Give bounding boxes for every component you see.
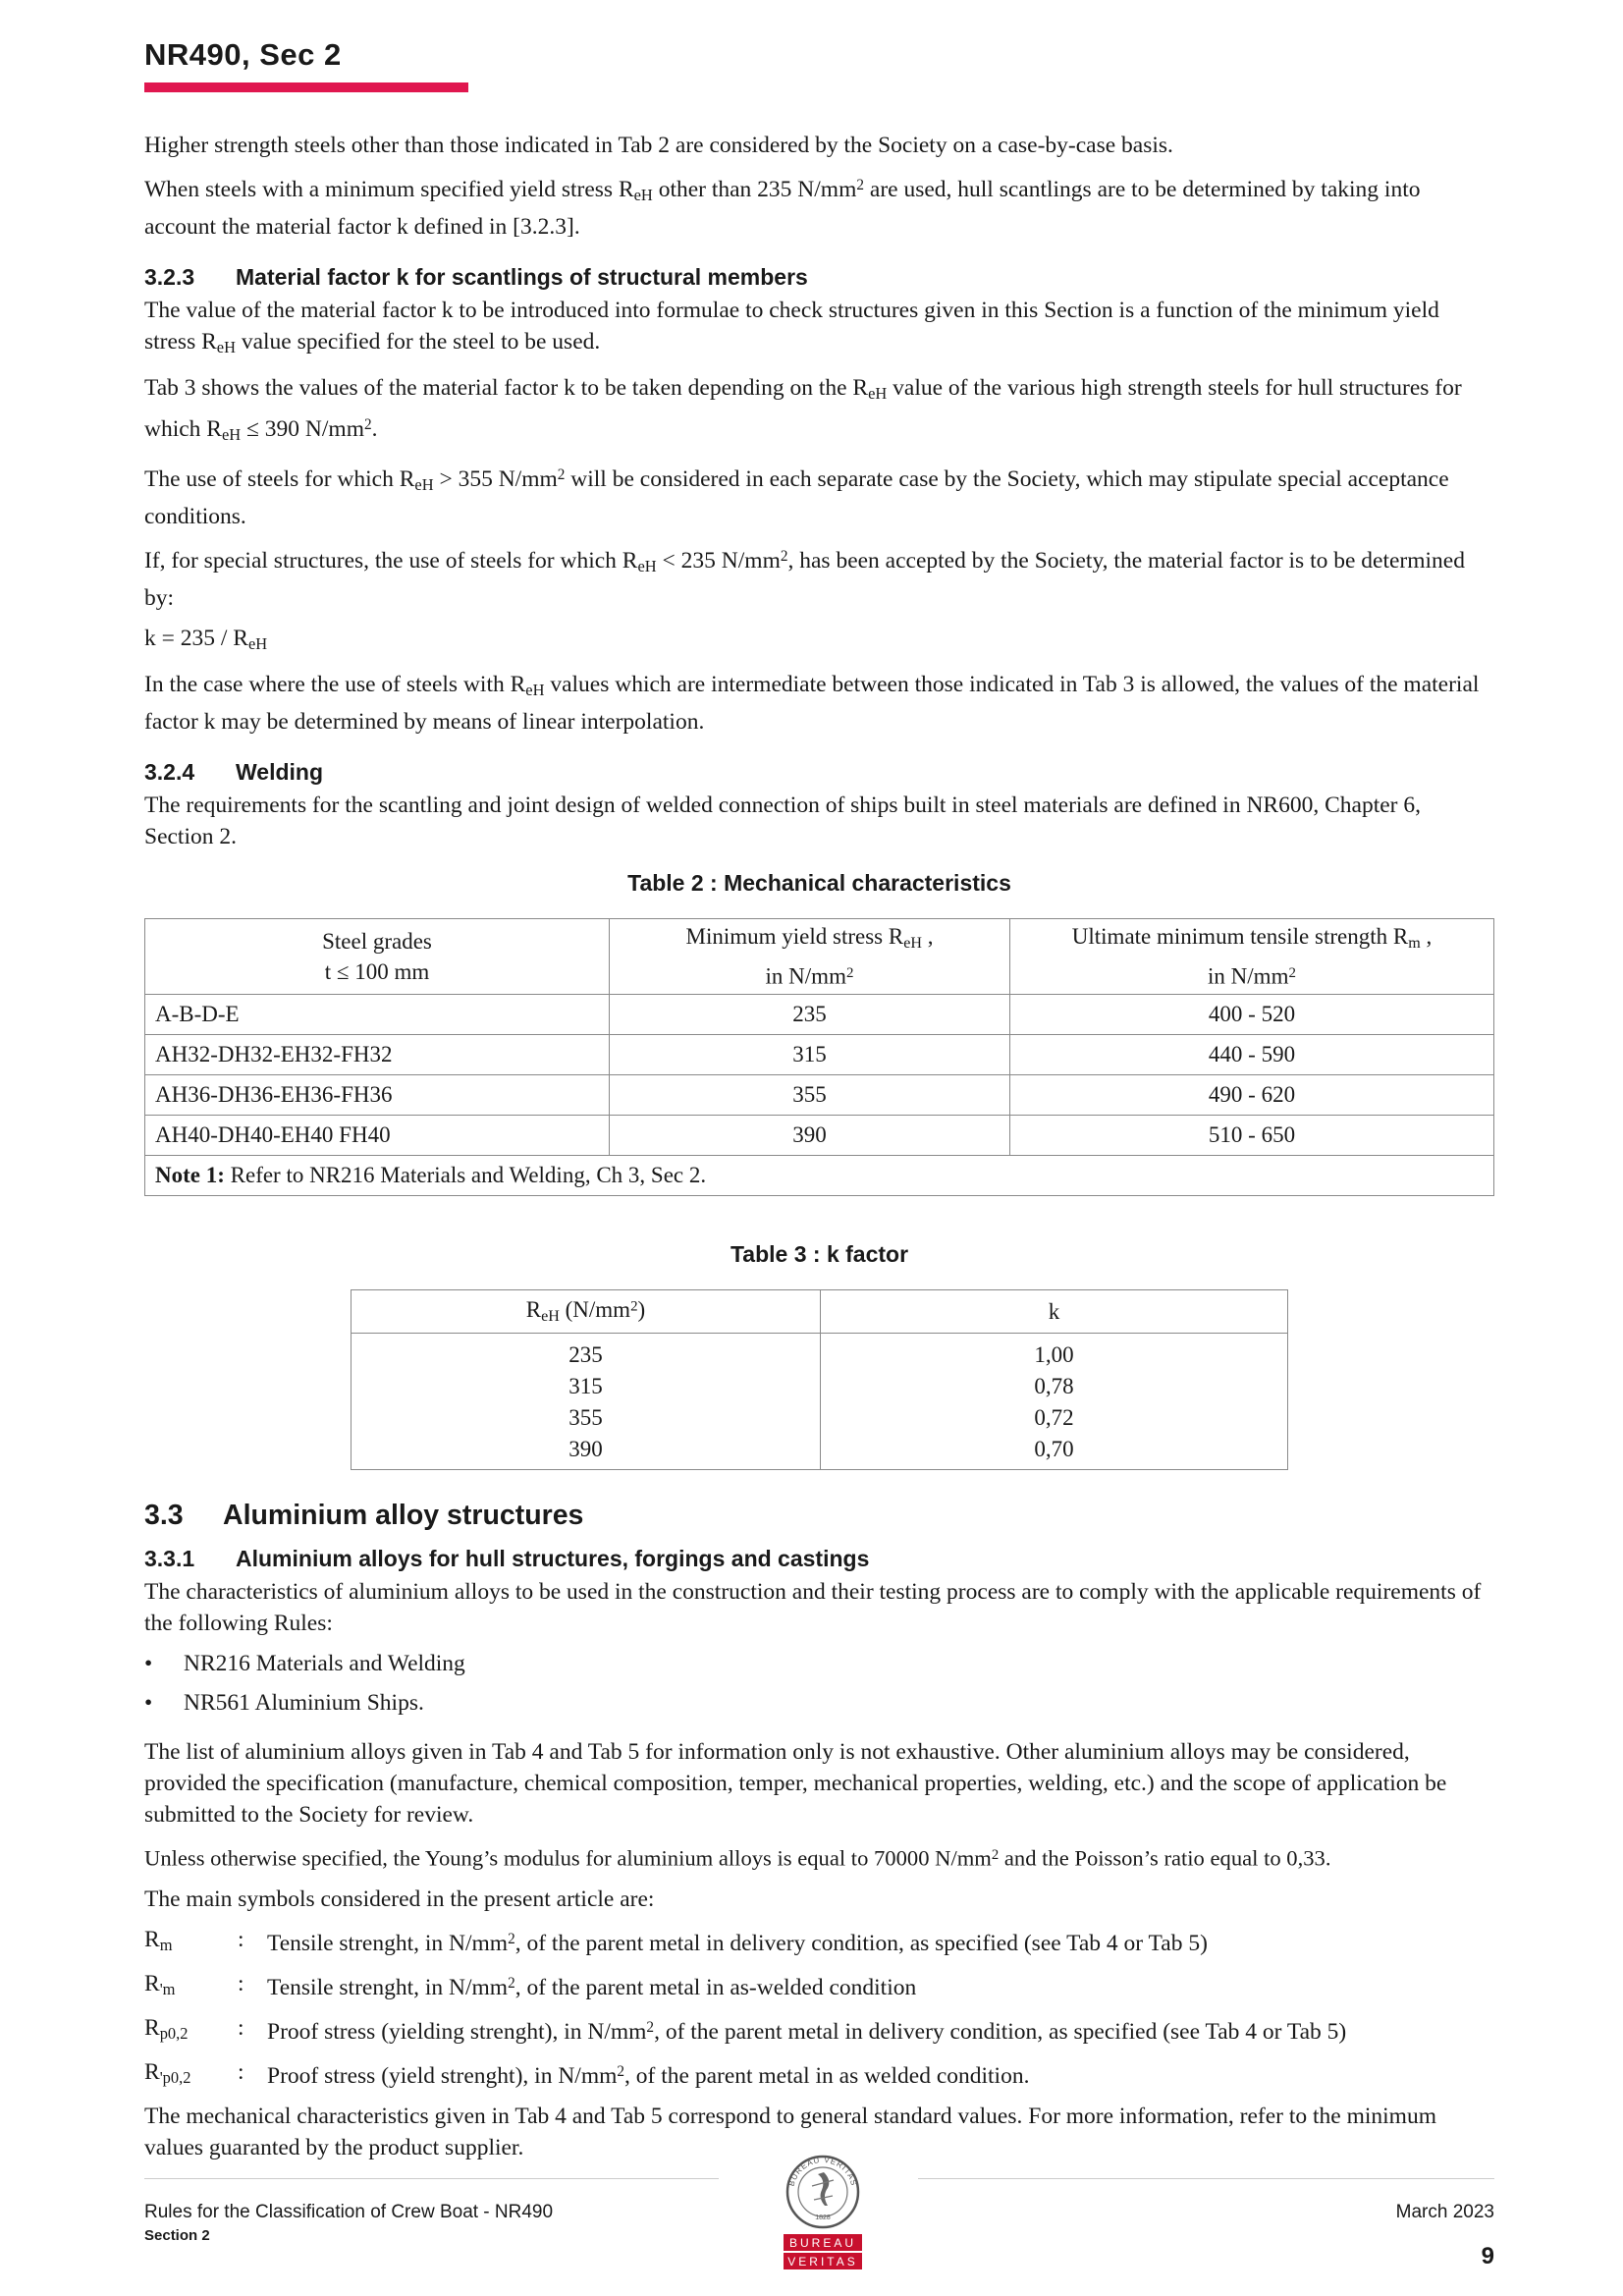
table-header-row xyxy=(145,919,1494,995)
paragraph: The value of the material factor k to be introduced into formulae to check structures given in this Section is a function of the minimum yield stress $R_{eH}$ value specified for the steel to be used. xyxy=(144,297,1439,357)
paragraph: The characteristics of aluminium alloys to be used in the construction and their testing process are to comply with the applicable requirements of the following Rules: xyxy=(144,1579,1482,1637)
reh-value: 315 xyxy=(568,1374,603,1399)
table-k-factor xyxy=(351,1289,1288,1470)
table-row xyxy=(145,1035,1494,1075)
table-note: Note 1: Refer to NR216 Materials and Welding, Ch 3, Sec 2. xyxy=(145,1156,1494,1196)
cell-tensile: 400 - 520 xyxy=(1010,995,1494,1035)
symbol-definition: $R_m$ : Tensile strenght, in $N/mm^2$, of the parent metal in delivery condition, as specified (see Tab 4 or Tab 5) xyxy=(144,1926,1208,1956)
table-row xyxy=(145,1075,1494,1116)
cell-grade: AH36-DH36-EH36-FH36 xyxy=(145,1075,610,1116)
table-note-row xyxy=(145,1156,1494,1196)
symbol-definition: $R_{'m}$ : Tensile strenght, in $N/mm^2$, of the parent metal in as-welded condition xyxy=(144,1970,917,2000)
table-2-caption: Table 2 : Mechanical characteristics xyxy=(627,870,1011,897)
footer-section: Section 2 xyxy=(144,2227,210,2244)
table-row xyxy=(145,995,1494,1035)
page-header-title: NR490, Sec 2 xyxy=(144,37,342,72)
section-heading-3-2-3: 3.2.3 Material factor k for scantlings of structural members xyxy=(144,263,808,290)
table-body-row xyxy=(352,1334,1288,1470)
paragraph: In the case where the use of steels with $R_{eH}$ values which are intermediate between those indicated in Tab 3 is allowed, the values of the material factor k may be determined by means of linear interpolation. xyxy=(144,672,1480,736)
svg-text:1828: 1828 xyxy=(815,2214,831,2221)
footer-divider-right xyxy=(918,2178,1494,2179)
cell-reh-values xyxy=(352,1334,821,1470)
paragraph: The mechanical characteristics given in Tab 4 and Tab 5 correspond to general standard values. For more information, refer to the minimum values guaranted by the product supplier. xyxy=(144,2104,1436,2161)
paragraph: The use of steels for which $R_{eH} > 355$ $N/mm^2$ will be considered in each separate case by the Society, which may stipulate special acceptance conditions. xyxy=(144,466,1449,530)
table-header-row xyxy=(352,1290,1288,1334)
cell-grade: AH40-DH40-EH40 FH40 xyxy=(145,1116,610,1156)
table-3-caption: Table 3 : k factor xyxy=(730,1241,909,1268)
paragraph: If, for special structures, the use of steels for which $R_{eH} < 235$ $N/mm^2$, has been accepted by the Society, the material factor is to be determined by: xyxy=(144,547,1465,612)
symbol-definition: $R_{'p0,2}$ : Proof stress (yield strenght), in $N/mm^2$, of the parent metal in as welded condition. xyxy=(144,2058,1030,2089)
svg-text:BUREAU VERITAS: BUREAU VERITAS xyxy=(786,2155,859,2188)
cell-yield: 390 xyxy=(610,1116,1010,1156)
paragraph: The requirements for the scantling and joint design of welded connection of ships built in steel materials are defined in NR600, Chapter 6, Section 2. xyxy=(144,793,1421,850)
reh-value: 355 xyxy=(568,1405,603,1431)
section-heading-3-3-1: 3.3.1 Aluminium alloys for hull structures, forgings and castings xyxy=(144,1546,870,1572)
header-cell-steel-grades: Steel grades t ≤ 100 mm xyxy=(145,919,610,995)
symbol-definition: $R_{p0,2}$ : Proof stress (yielding strenght), in $N/mm^2$, of the parent metal in delivery condition, as specified (see Tab 4 or Tab 5) xyxy=(144,2014,1347,2045)
k-value: 0,78 xyxy=(1034,1374,1074,1399)
header-cell-yield-stress: Minimum yield stress $R_{eH}$ , in $N/mm^2$ xyxy=(610,919,1010,995)
k-value: 0,70 xyxy=(1034,1437,1074,1462)
footer-divider-left xyxy=(144,2178,719,2179)
svg-text:BUREAU: BUREAU xyxy=(788,2236,857,2250)
cell-yield: 355 xyxy=(610,1075,1010,1116)
cell-tensile: 440 - 590 xyxy=(1010,1035,1494,1075)
svg-text:VERITAS: VERITAS xyxy=(787,2255,858,2269)
footer-date: March 2023 xyxy=(1395,2202,1494,2222)
header-cell-k: k xyxy=(821,1290,1288,1334)
paragraph: The list of aluminium alloys given in Tab 4 and Tab 5 for information only is not exhaustive. Other aluminium alloys may be considered, provided the specification (manufacture, chemical composition, temper, mechanical properties, welding, etc.) and the scope of application be submitted to the Society for review. xyxy=(144,1739,1447,1829)
cell-grade: AH32-DH32-EH32-FH32 xyxy=(145,1035,610,1075)
paragraph: Higher strength steels other than those indicated in Tab 2 are considered by the Society on a case-by-case basis. xyxy=(144,133,1173,158)
header-accent-bar xyxy=(144,82,468,92)
list-item: • NR216 Materials and Welding xyxy=(144,1648,1494,1679)
header-cell-tensile-strength: Ultimate minimum tensile strength $R_m$ , in $N/mm^2$ xyxy=(1010,919,1494,995)
cell-tensile: 510 - 650 xyxy=(1010,1116,1494,1156)
cell-yield: 315 xyxy=(610,1035,1010,1075)
cell-tensile: 490 - 620 xyxy=(1010,1075,1494,1116)
reh-value: 235 xyxy=(568,1342,603,1368)
bureau-veritas-logo-icon xyxy=(779,2151,867,2273)
section-heading-3-2-4: 3.2.4 Welding xyxy=(144,759,324,786)
table-mechanical-characteristics xyxy=(144,918,1494,1196)
page-number: 9 xyxy=(1481,2243,1494,2269)
reh-value: 390 xyxy=(568,1437,603,1462)
paragraph: Unless otherwise specified, the Young’s modulus for aluminium alloys is equal to 70000 $N/mm^2$ and the Poisson’s ratio equal to 0,33. xyxy=(144,1845,1331,1871)
footer-document-info xyxy=(144,2202,553,2244)
list-item: • NR561 Aluminium Ships. xyxy=(144,1687,1494,1719)
table-row xyxy=(145,1116,1494,1156)
cell-k-values xyxy=(821,1334,1288,1470)
cell-grade: A-B-D-E xyxy=(145,995,610,1035)
paragraph: The main symbols considered in the present article are: xyxy=(144,1886,655,1912)
paragraph: When steels with a minimum specified yield stress $R_{eH}$ other than 235 $N/mm^2$ are used, hull scantlings are to be determined by taking into account the material factor k defined in [3.2.3]. xyxy=(144,176,1421,240)
k-value: 1,00 xyxy=(1034,1342,1074,1368)
header-cell-reh: $R_{eH}$ $(N/mm^2)$ xyxy=(352,1290,821,1334)
section-heading-3-3: 3.3 Aluminium alloy structures xyxy=(144,1500,584,1532)
page-content xyxy=(144,130,1494,2172)
k-value: 0,72 xyxy=(1034,1405,1074,1431)
formula: $k = 235 / R_{eH}$ xyxy=(144,626,268,654)
footer-doc-title: Rules for the Classification of Crew Boat - NR490 xyxy=(144,2202,554,2222)
paragraph: Tab 3 shows the values of the material factor k to be taken depending on the $R_{eH}$ value of the various high strength steels for hull structures for which $R_{eH} \le 390$ $N/mm^2$. xyxy=(144,375,1462,445)
cell-yield: 235 xyxy=(610,995,1010,1035)
